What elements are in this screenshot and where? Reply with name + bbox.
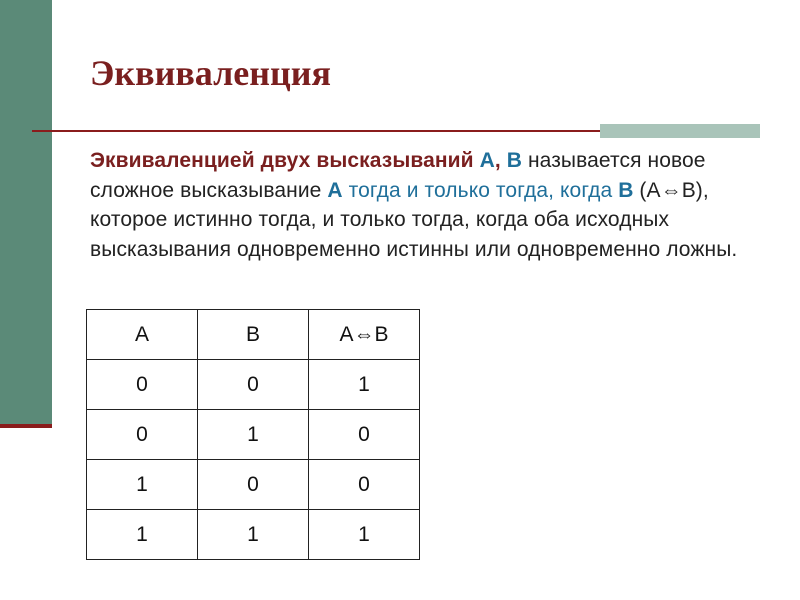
- slide-title: Эквиваленция: [90, 53, 331, 93]
- definition-part2: называется новое сложное высказывание: [90, 149, 706, 202]
- table-cell: 0: [309, 410, 420, 460]
- table-cell: 0: [198, 460, 309, 510]
- table-cell: 0: [198, 360, 309, 410]
- header-a: А: [87, 310, 198, 360]
- sidebar-band: [0, 0, 52, 424]
- table-row: [87, 360, 420, 410]
- header-b: В: [198, 310, 309, 360]
- definition-comma: ,: [494, 149, 501, 172]
- definition-phrase-b: В: [618, 178, 634, 202]
- definition-part3: (А⇔В), которое истинно тогда, и только тогда, когда оба исходных высказывания одновременно истинны или одновременно ложны.: [90, 178, 738, 261]
- table-header-row: [87, 310, 420, 360]
- header-a-equiv-b: А⇔В: [309, 310, 420, 360]
- table-cell: 0: [309, 460, 420, 510]
- table-row: [87, 510, 420, 560]
- divider-accent-block: [600, 124, 760, 138]
- table-cell: 1: [87, 460, 198, 510]
- truth-table: [86, 309, 420, 560]
- table-cell: 1: [198, 510, 309, 560]
- table-cell: 0: [87, 360, 198, 410]
- definition-text: [90, 146, 770, 264]
- definition-phrase-a: А: [327, 178, 343, 202]
- table-cell: 1: [198, 410, 309, 460]
- sidebar-edge: [0, 424, 52, 428]
- definition-var-a: А: [479, 149, 495, 172]
- table-cell: 0: [87, 410, 198, 460]
- table-cell: 1: [309, 360, 420, 410]
- definition-var-b: В: [506, 149, 523, 172]
- table-row: [87, 410, 420, 460]
- table-cell: 1: [87, 510, 198, 560]
- definition-term: Эквиваленцией двух высказываний: [90, 149, 474, 172]
- definition-phrase-mid: тогда и только тогда, когда: [342, 178, 619, 202]
- table-row: [87, 460, 420, 510]
- table-cell: 1: [309, 510, 420, 560]
